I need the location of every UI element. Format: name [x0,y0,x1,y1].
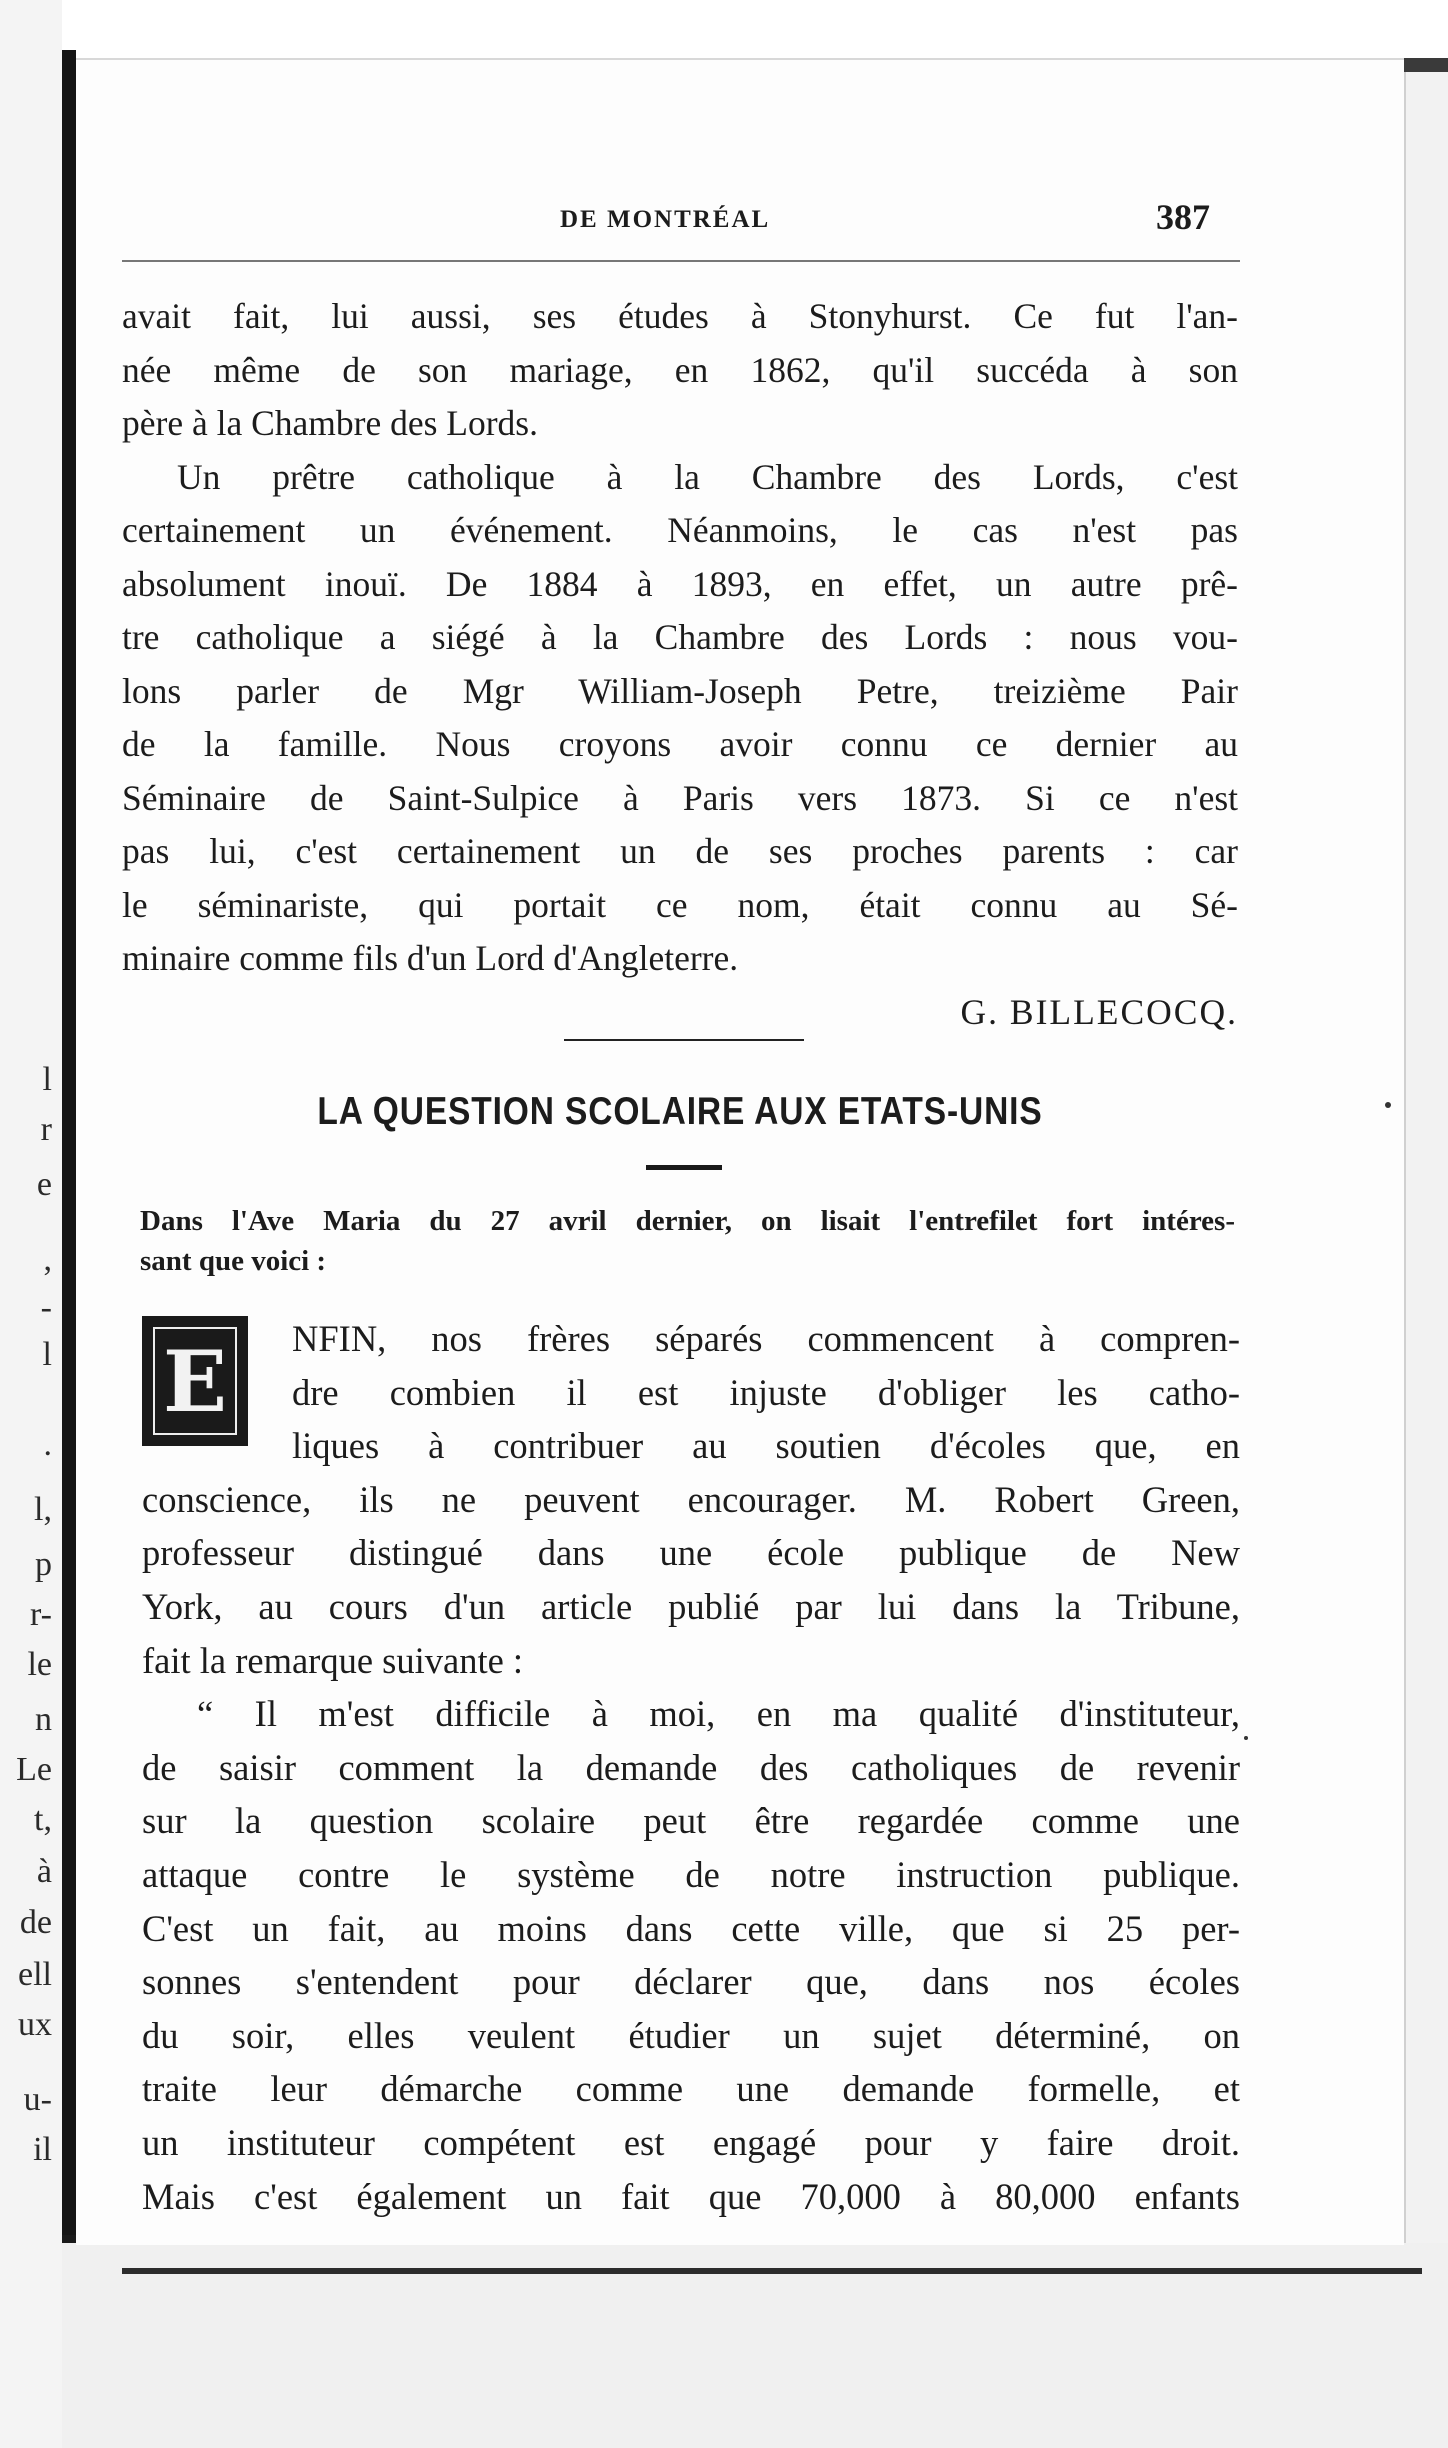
section-intro [140,1201,1235,1281]
text-line: NFIN, nos frères séparés commencent à compren- [292,1318,1240,1359]
section-body [142,1312,1240,2223]
author-signature: G. BILLECOCQ. [960,991,1238,1032]
page-number: 387 [1156,197,1210,237]
previous-page-text-fragments [0,0,62,2448]
text-line: père à la Chambre des Lords. [122,403,538,443]
text-line: professeur distingué dans une école publique de New [142,1532,1240,1574]
margin-fragment: p [35,1546,52,1583]
text-line: sur la question scolaire peut être regardée comme une [142,1800,1240,1842]
margin-fragment: l [42,1336,52,1373]
margin-fragment: r- [30,1596,52,1633]
text-line: le séminariste, qui portait ce nom, était connu au Sé- [122,884,1238,925]
text-line: dre combien il est injuste d'obliger les catho- [292,1371,1240,1413]
text-line: York, au cours d'un article publié par lui dans la Tribune, [142,1585,1240,1627]
margin-fragment: t, [34,1801,52,1838]
text-line: lons parler de Mgr William-Joseph Petre, treizième Pair [122,670,1238,711]
ink-speck [1385,1102,1391,1108]
drop-cap-letter: E [153,1327,237,1435]
text-line: certainement un événement. Néanmoins, le cas n'est pas [122,510,1238,550]
margin-fragment: l [42,1061,52,1098]
text-line: avait fait, lui aussi, ses études à Stonyhurst. Ce fut l'an- [122,296,1238,336]
text-line: C'est un fait, au moins dans cette ville, que si 25 per- [142,1907,1240,1949]
text-line: fait la remarque suivante : [142,1639,524,1681]
running-title: DE MONTRÉAL [560,206,771,233]
margin-fragment: . [43,1426,52,1463]
text-line: un instituteur compétent est engagé pour y faire droit. [142,2121,1240,2163]
text-line: de la famille. Nous croyons avoir connu ce dernier au [122,724,1238,764]
margin-fragment: ux [18,2006,52,2043]
text-line: Un prêtre catholique à la Chambre des Lords, c'est [177,456,1238,497]
margin-fragment: u- [23,2081,52,2118]
ink-speck [1244,1736,1248,1740]
margin-fragment: n [35,1701,52,1738]
next-page-edge [1404,58,1448,2448]
text-line: Mais c'est également un fait que 70,000 à 80,000 enfants [142,2175,1240,2217]
heading-underline [646,1165,722,1170]
margin-fragment: l, [34,1491,52,1528]
header-rule [122,260,1240,262]
intro-line: sant que voici : [140,1245,327,1277]
intro-line: Dans l'Ave Maria du 27 avril dernier, on lisait l'entrefilet fort intéres- [140,1205,1235,1237]
text-line: traite leur démarche comme une demande formelle, et [142,2068,1240,2110]
margin-fragment: r [40,1111,52,1148]
text-line: pas lui, c'est certainement un de ses proches parents : car [122,831,1238,871]
margin-fragment: , [43,1241,52,1278]
article-continuation [122,290,1238,1039]
section-heading: LA QUESTION SCOLAIRE AUX ETATS-UNIS [317,1090,1043,1133]
text-line: conscience, ils ne peuvent encourager. M. Robert Green, [142,1478,1240,1520]
margin-fragment: - [40,1289,52,1326]
next-page-edge-shadow [1404,58,1448,72]
margin-fragment: ell [18,1956,52,1993]
book-spine [62,50,76,2448]
margin-fragment: e [36,1166,52,1203]
book-bottom-edge [122,2268,1422,2274]
text-line: attaque contre le système de notre instruction publique. [142,1853,1240,1895]
text-line: née même de son mariage, en 1862, qu'il succéda à son [122,349,1238,390]
text-line: tre catholique a siégé à la Chambre des Lords : nous vou- [122,617,1238,657]
text-line: absolument inouï. De 1884 à 1893, en effet, un autre prê- [122,563,1238,604]
margin-fragment: le [27,1646,52,1683]
text-line: liques à contribuer au soutien d'écoles que, en [292,1425,1240,1467]
text-line: du soir, elles veulent étudier un sujet déterminé, on [142,2014,1240,2056]
text-line: sonnes s'entendent pour déclarer que, dans nos écoles [142,1961,1240,2003]
margin-fragment: Le [16,1751,52,1788]
text-line: minaire comme fils d'un Lord d'Angleterre. [122,938,739,978]
margin-fragment: il [33,2131,52,2168]
text-line: de saisir comment la demande des catholiques de revenir [142,1746,1240,1788]
margin-fragment: de [19,1904,52,1941]
margin-fragment: à [36,1853,52,1890]
text-line: “ Il m'est difficile à moi, en ma qualité d'instituteur, [197,1693,1240,1735]
text-line: Séminaire de Saint-Sulpice à Paris vers 1873. Si ce n'est [122,777,1238,818]
section-separator [564,1039,804,1041]
